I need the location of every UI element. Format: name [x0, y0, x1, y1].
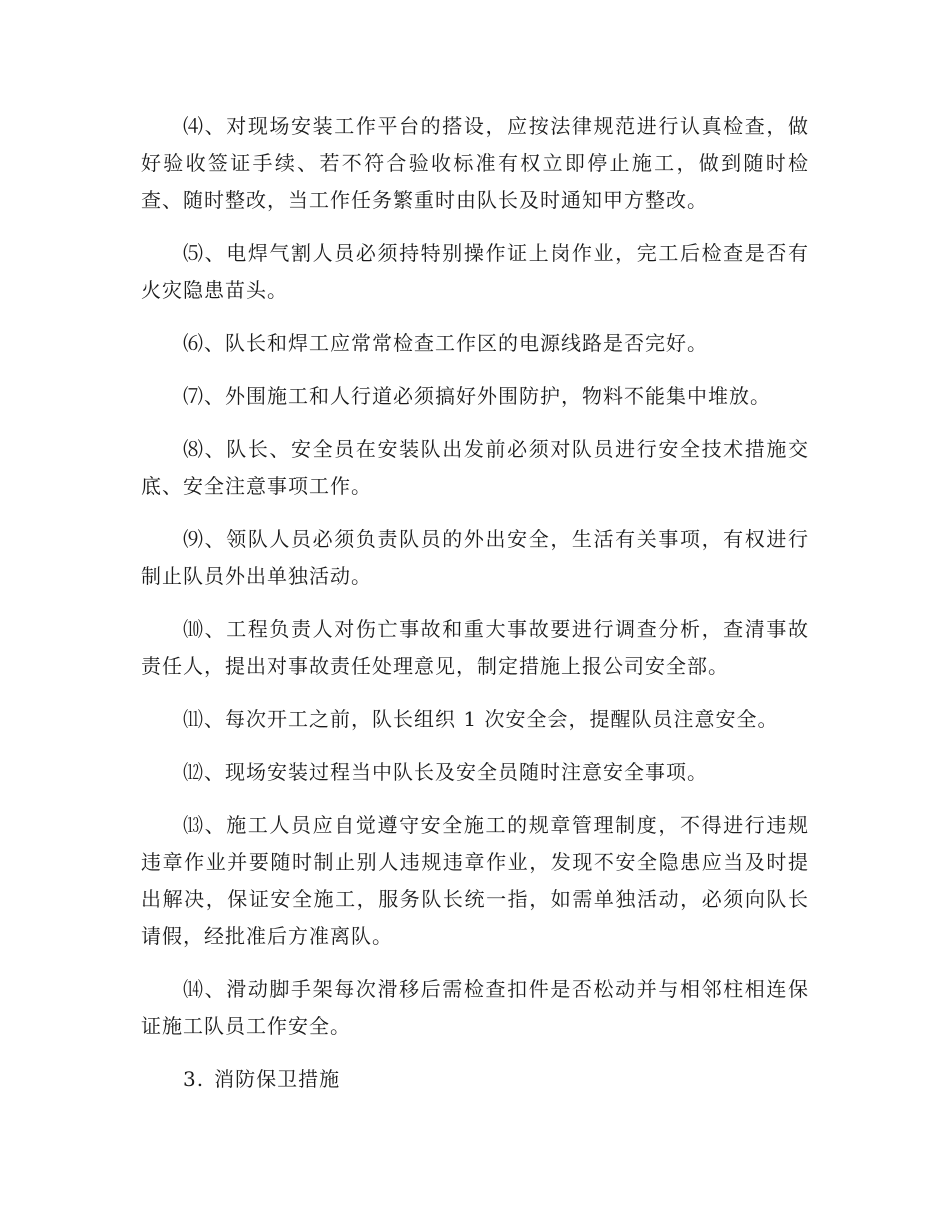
paragraph-9: ⑼、领队人员必须负责队员的外出安全，生活有关事项，有权进行制止队员外出单独活动。: [141, 527, 809, 588]
paragraph-6: ⑹、队长和焊工应常常检查工作区的电源线路是否完好。: [183, 331, 708, 355]
paragraph-10: ⑽、工程负责人对伤亡事故和重大事故要进行调查分析，查清事故责任人，提出对事故责任处理意见，制定措施上报公司安全部。: [141, 617, 809, 678]
paragraph-13: ⒀、施工人员应自觉遵守安全施工的规章管理制度，不得进行违规违章作业并要随时制止别人违规违章作业，发现不安全隐患应当及时提出解决，保证安全施工，服务队长统一指，如需单独活动，必须向队长请假，经批准后方准离队。: [141, 813, 809, 948]
paragraph-4: ⑷、对现场安装工作平台的搭设，应按法律规范进行认真检查，做好验收签证手续、若不符合验收标准有权立即停止施工，做到随时检查、随时整改，当工作任务繁重时由队长及时通知甲方整改。: [141, 114, 809, 212]
section-title: 消防保卫措施: [214, 1067, 341, 1091]
paragraph-5: ⑸、电焊气割人员必须持特别操作证上岗作业，完工后检查是否有火灾隐患苗头。: [141, 241, 809, 302]
section-heading: [141, 1061, 809, 1098]
paragraph-7: ⑺、外围施工和人行道必须搞好外围防护，物料不能集中堆放。: [183, 384, 771, 408]
paragraph-11: ⑾、每次开工之前，队长组织 1 次安全会，提醒队员注意安全。: [183, 707, 779, 731]
paragraph-12: ⑿、现场安装过程当中队长及安全员随时注意安全事项。: [183, 760, 708, 784]
document-body: [141, 108, 809, 1098]
paragraph-8: ⑻、队长、安全员在安装队出发前必须对队员进行安全技术措施交底、安全注意事项工作。: [141, 437, 809, 498]
section-number: 3.: [183, 1067, 205, 1091]
paragraph-14: ⒁、滑动脚手架每次滑移后需检查扣件是否松动并与相邻柱相连保证施工队员工作安全。: [141, 977, 809, 1038]
